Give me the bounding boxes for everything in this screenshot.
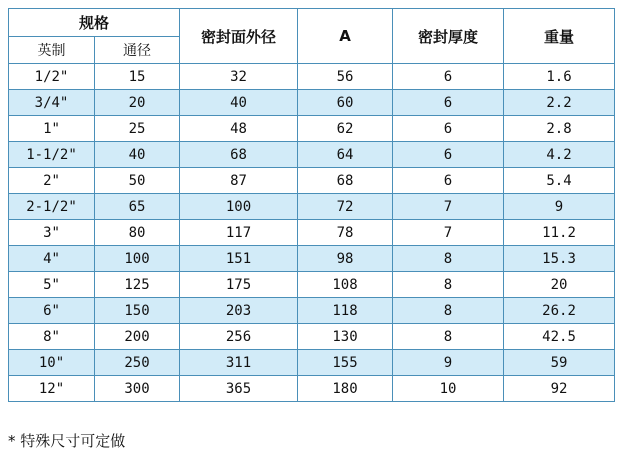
table-cell: 1/2"	[9, 64, 95, 90]
table-cell: 150	[95, 298, 180, 324]
table-cell: 60	[298, 90, 393, 116]
table-row	[9, 298, 615, 324]
table-cell: 2.2	[504, 90, 615, 116]
table-cell: 20	[504, 272, 615, 298]
table-cell: 250	[95, 350, 180, 376]
header-seal-face-od: 密封面外径	[180, 9, 298, 64]
table-cell: 11.2	[504, 220, 615, 246]
table-row	[9, 90, 615, 116]
table-cell: 108	[298, 272, 393, 298]
table-cell: 2-1/2"	[9, 194, 95, 220]
header-imperial: 英制	[9, 37, 95, 64]
table-cell: 78	[298, 220, 393, 246]
table-cell: 100	[180, 194, 298, 220]
table-cell: 1.6	[504, 64, 615, 90]
table-cell: 175	[180, 272, 298, 298]
footnote: * 特殊尺寸可定做	[8, 432, 126, 450]
table-cell: 365	[180, 376, 298, 402]
table-cell: 1"	[9, 116, 95, 142]
table-cell: 26.2	[504, 298, 615, 324]
table-cell: 62	[298, 116, 393, 142]
table-cell: 6	[393, 142, 504, 168]
table-cell: 3"	[9, 220, 95, 246]
table-cell: 32	[180, 64, 298, 90]
table-cell: 1-1/2"	[9, 142, 95, 168]
table-cell: 72	[298, 194, 393, 220]
table-cell: 6	[393, 168, 504, 194]
header-spec: 规格	[9, 9, 180, 37]
table-cell: 7	[393, 220, 504, 246]
header-weight: 重量	[504, 9, 615, 64]
table-cell: 9	[393, 350, 504, 376]
table-cell: 10	[393, 376, 504, 402]
table-cell: 3/4"	[9, 90, 95, 116]
table-cell: 9	[504, 194, 615, 220]
table-cell: 4.2	[504, 142, 615, 168]
header-seal-thickness: 密封厚度	[393, 9, 504, 64]
table-cell: 125	[95, 272, 180, 298]
table-cell: 5"	[9, 272, 95, 298]
table-cell: 5.4	[504, 168, 615, 194]
table-cell: 56	[298, 64, 393, 90]
table-row	[9, 246, 615, 272]
table-cell: 6	[393, 64, 504, 90]
table-cell: 6	[393, 90, 504, 116]
header-bore: 通径	[95, 37, 180, 64]
table-cell: 118	[298, 298, 393, 324]
table-cell: 42.5	[504, 324, 615, 350]
table-cell: 8	[393, 246, 504, 272]
table-cell: 25	[95, 116, 180, 142]
table-cell: 8	[393, 272, 504, 298]
table-cell: 92	[504, 376, 615, 402]
table-cell: 87	[180, 168, 298, 194]
table-cell: 256	[180, 324, 298, 350]
table-cell: 203	[180, 298, 298, 324]
table-cell: 8"	[9, 324, 95, 350]
table-body	[9, 64, 615, 402]
table-cell: 200	[95, 324, 180, 350]
table-cell: 68	[180, 142, 298, 168]
table-cell: 10"	[9, 350, 95, 376]
flange-spec-table	[8, 8, 615, 402]
table-cell: 100	[95, 246, 180, 272]
table-cell: 130	[298, 324, 393, 350]
table-row	[9, 220, 615, 246]
table-row	[9, 350, 615, 376]
table-cell: 80	[95, 220, 180, 246]
table-cell: 6	[393, 116, 504, 142]
header-row-top	[9, 9, 615, 37]
spec-table-container	[8, 8, 615, 402]
table-cell: 2"	[9, 168, 95, 194]
table-row	[9, 116, 615, 142]
table-cell: 48	[180, 116, 298, 142]
table-row	[9, 168, 615, 194]
table-cell: 151	[180, 246, 298, 272]
table-cell: 50	[95, 168, 180, 194]
table-cell: 68	[298, 168, 393, 194]
table-cell: 7	[393, 194, 504, 220]
table-cell: 59	[504, 350, 615, 376]
table-row	[9, 142, 615, 168]
table-cell: 311	[180, 350, 298, 376]
table-cell: 65	[95, 194, 180, 220]
table-cell: 40	[95, 142, 180, 168]
table-row	[9, 272, 615, 298]
table-cell: 12"	[9, 376, 95, 402]
table-cell: 117	[180, 220, 298, 246]
table-cell: 155	[298, 350, 393, 376]
table-cell: 15	[95, 64, 180, 90]
table-cell: 20	[95, 90, 180, 116]
table-cell: 300	[95, 376, 180, 402]
table-cell: 40	[180, 90, 298, 116]
table-row	[9, 194, 615, 220]
table-cell: 64	[298, 142, 393, 168]
table-cell: 8	[393, 298, 504, 324]
table-cell: 4"	[9, 246, 95, 272]
table-row	[9, 64, 615, 90]
header-a: A	[298, 9, 393, 64]
table-row	[9, 376, 615, 402]
table-row	[9, 324, 615, 350]
table-cell: 8	[393, 324, 504, 350]
table-cell: 15.3	[504, 246, 615, 272]
table-cell: 2.8	[504, 116, 615, 142]
table-cell: 98	[298, 246, 393, 272]
table-cell: 180	[298, 376, 393, 402]
table-cell: 6"	[9, 298, 95, 324]
